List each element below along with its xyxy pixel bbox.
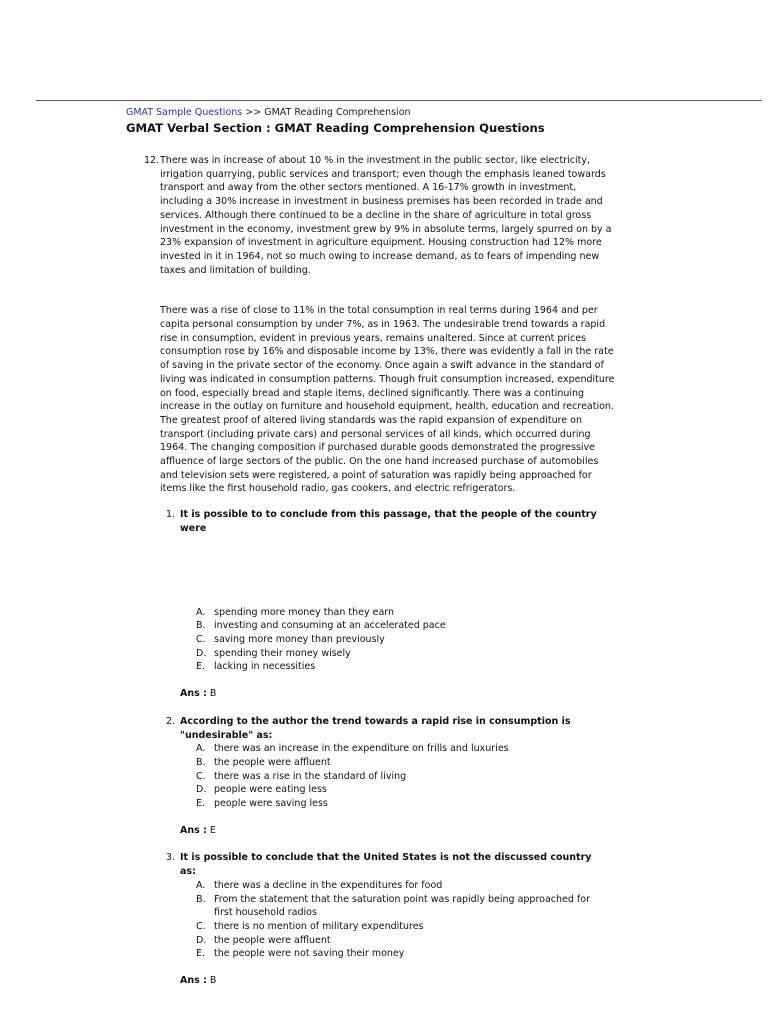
- option-d[interactable]: D. the people were affluent: [196, 934, 331, 946]
- breadcrumb-separator: >>: [245, 107, 262, 118]
- sub-question-number: 3.: [166, 852, 176, 864]
- breadcrumb-current: GMAT Reading Comprehension: [264, 107, 411, 118]
- option-b[interactable]: B. the people were affluent: [196, 756, 331, 768]
- breadcrumb-link-sample-questions[interactable]: GMAT Sample Questions: [126, 107, 243, 118]
- answer-label: Ans :: [180, 824, 207, 836]
- option-e[interactable]: E. the people were not saving their money: [196, 948, 405, 960]
- sub-question-stem: According to the author the trend towards a rapid rise in consumption is "undesirable" as:: [180, 715, 571, 741]
- option-e[interactable]: E. lacking in necessities: [196, 661, 316, 673]
- sub-question-2: [166, 715, 610, 838]
- option-b[interactable]: B. investing and consuming at an accelerated pace: [196, 620, 446, 632]
- option-d[interactable]: D. spending their money wisely: [196, 647, 351, 659]
- answer: [180, 974, 610, 988]
- answer-label: Ans :: [180, 975, 207, 987]
- page-title: GMAT Verbal Section : GMAT Reading Comprehension Questions: [126, 121, 545, 135]
- option-a[interactable]: A. there was a decline in the expenditures for food: [196, 879, 443, 891]
- answer-label: Ans :: [180, 688, 207, 700]
- question-12: [126, 154, 626, 988]
- option-d[interactable]: D. people were eating less: [196, 784, 327, 796]
- option-e[interactable]: E. people were saving less: [196, 798, 328, 810]
- sub-question-number: 2.: [166, 715, 176, 727]
- option-c[interactable]: C. there was a rise in the standard of living: [196, 770, 407, 782]
- sub-question-number: 1.: [166, 509, 176, 521]
- sub-question-stem: It is possible to conclude that the United States is not the discussed country as:: [180, 852, 592, 878]
- options-list: [180, 742, 610, 811]
- answer: [180, 687, 610, 701]
- answer-value: B: [209, 688, 217, 700]
- options-list: [180, 879, 610, 961]
- option-b[interactable]: B. From the statement that the saturation point was rapidly being approached for first household radios: [196, 893, 590, 919]
- sub-question-1: [166, 508, 610, 701]
- answer-value: B: [209, 975, 217, 987]
- options-list: [180, 606, 610, 675]
- option-a[interactable]: A. there was an increase in the expenditure on frills and luxuries: [196, 743, 509, 755]
- question-number: 12.: [144, 155, 160, 166]
- top-divider: [36, 100, 762, 101]
- main-content: [126, 106, 626, 988]
- sub-question-stem: It is possible to to conclude from this passage, that the people of the country were: [180, 509, 597, 534]
- sub-question-3: [166, 851, 610, 987]
- answer-value: E: [209, 824, 216, 836]
- answer: [180, 824, 610, 838]
- option-c[interactable]: C. there is no mention of military expenditures: [196, 920, 424, 932]
- passage-paragraph-1: There was in increase of about 10 % in the investment in the public sector, like electricity, irrigation quarrying, public services and transport; even though the emphasis leaned towards transport and away from the other sectors mentioned. A 16-17% growth in investment, including a 30% increase in investment in business premises has been recorded in trade and services. Although there continued to be a decline in the share of agriculture in total gross investment in the economy, investment grew by 9% in absolute terms, largely spurred on by a 23% expansion of investment in agriculture equipment. Housing construction had 12% more invested in it in 1964, not so much owing to increase demand, as to fears of impending new taxes and limitation of building.: [160, 155, 612, 276]
- option-a[interactable]: A. spending more money than they earn: [196, 606, 395, 618]
- passage-paragraph-2: There was a rise of close to 11% in the total consumption in real terms during 1964 and per capita personal consumption by under 7%, as in 1963. The undesirable trend towards a rapid rise in consumption, evident in previous years, remains unaltered. Since at current prices consumption rose by 16% and disposable income by 13%, there was evidently a fall in the rate of saving in the private sector of the economy. Once again a swift advance in the standard of living was indicated in consumption patterns. Though fruit consumption increased, expenditure on food, especially bread and staple items, declined significantly. There was a continuing increase in the outlay on furniture and household equipment, health, education and recreation. The greatest proof of altered living standards was the rapid expansion of expenditure on transport (including private cars) and personal services of all kinds, which occurred during 1964. The changing composition if purchased durable goods demonstrated the progressive affluence of large sectors of the public. On the one hand increased purchase of automobiles and television sets were registered, a point of saturation was rapidly being approached for items like the first household radio, gas cookers, and electric refrigerators.: [160, 305, 615, 495]
- breadcrumb: [126, 106, 626, 119]
- option-c[interactable]: C. saving more money than previously: [196, 633, 385, 645]
